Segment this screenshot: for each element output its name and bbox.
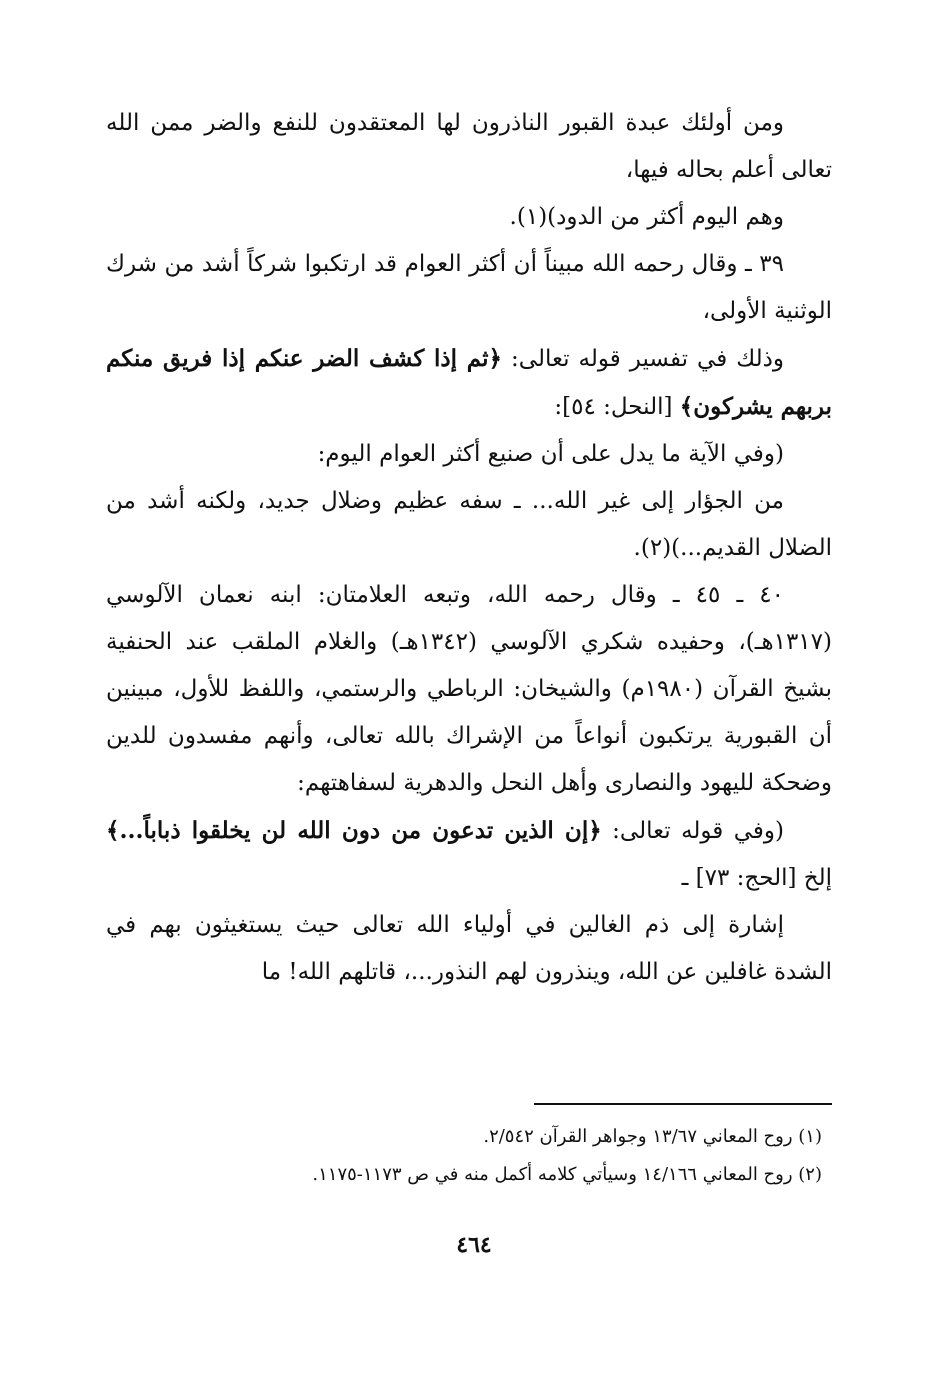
paragraph-4: [106, 335, 832, 431]
footnotes: [120, 1118, 822, 1194]
footnote-separator: [534, 1103, 832, 1105]
paragraph-5: (وفي الآية ما يدل على أن صنيع أكثر العوام اليوم:: [317, 441, 784, 467]
page-number: ٤٦٤: [456, 1232, 492, 1258]
paragraph-6: من الجؤار إلى غير الله... ـ سفه عظيم وضلال جديد، ولكنه أشد من الضلال القديم...)(٢).: [106, 488, 832, 561]
main-text: [106, 100, 832, 996]
paragraph-8-prefix: (وفي قوله تعالى:: [601, 818, 785, 844]
paragraph-4-suffix: [النحل: ٥٤]:: [554, 394, 680, 420]
quran-verse-1: ﴿ثم إذا كشف الضر عنكم إذا فريق منكم بربهم يشركون﴾: [106, 345, 832, 420]
quran-verse-2: ﴿إن الذين تدعون من دون الله لن يخلقوا ذباباً...﴾: [106, 817, 602, 844]
paragraph-8: [106, 807, 832, 902]
footnote-2: (٢) روح المعاني ١٤/١٦٦ وسيأتي كلامه أكمل منه في ص ١١٧٣-١١٧٥.: [312, 1164, 822, 1185]
paragraph-7: ٤٠ ـ ٤٥ ـ وقال رحمه الله، وتبعه العلامتان: ابنه نعمان الآلوسي (١٣١٧هـ)، وحفيده شكري الآلوسي (١٣٤٢هـ) والغلام الملقب عند الحنفية بشيخ القرآن (١٩٨٠م) والشيخان: الرباطي والرستمي، واللفظ للأول، مبينين أن القبورية يرتكبون أنواعاً من الإشراك بالله تعالى، وأنهم مفسدون للدين وضحكة لليهود والنصارى وأهل النحل والدهرية لسفاهتهم:: [106, 582, 832, 796]
paragraph-1: ومن أولئك عبدة القبور الناذرون لها المعتقدون للنفع والضر ممن الله تعالى أعلم بحاله فيها،: [106, 110, 832, 183]
paragraph-4-prefix: وذلك في تفسير قوله تعالى:: [502, 346, 784, 372]
paragraph-2: وهم اليوم أكثر من الدود)(١).: [509, 204, 784, 230]
paragraph-8-suffix: إلخ [الحج: ٧٣] ـ: [681, 865, 832, 891]
paragraph-3: ٣٩ ـ وقال رحمه الله مبيناً أن أكثر العوام قد ارتكبوا شركاً أشد من شرك الوثنية الأولى،: [106, 251, 832, 324]
footnote-1: (١) روح المعاني ١٣/٦٧ وجواهر القرآن ٢/٥٤٢.: [483, 1126, 822, 1147]
paragraph-9: إشارة إلى ذم الغالين في أولياء الله تعالى حيث يستغيثون بهم في الشدة غافلين عن الله، وينذرون لهم النذور...، قاتلهم الله! ما: [106, 912, 832, 985]
